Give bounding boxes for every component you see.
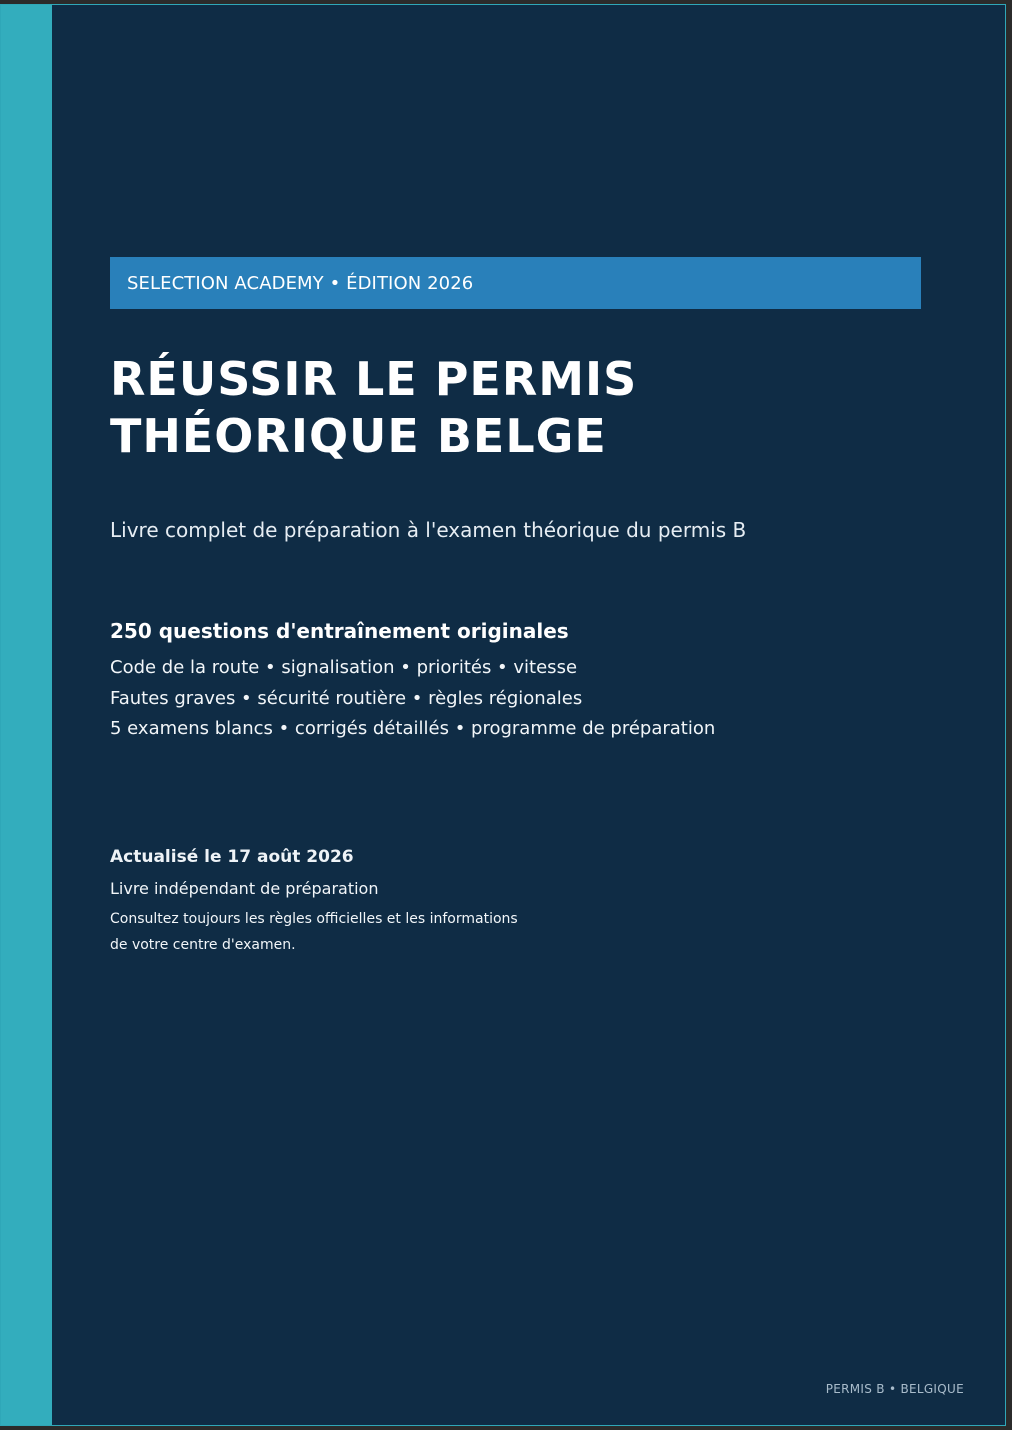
features-block xyxy=(110,617,715,745)
info-block xyxy=(110,845,518,958)
cover-footer: PERMIS B • BELGIQUE xyxy=(825,1382,964,1396)
edition-banner xyxy=(110,257,921,309)
cover-title-line-1: RÉUSSIR LE PERMIS xyxy=(110,352,638,406)
feature-line: Fautes graves • sécurité routière • règles régionales xyxy=(110,687,583,709)
official-rules-note-line-1: Consultez toujours les règles officielles et les informations xyxy=(110,911,518,927)
features-heading: 250 questions d'entraînement originales xyxy=(110,619,569,643)
feature-line: 5 examens blancs • corrigés détaillés • programme de préparation xyxy=(110,718,716,739)
cover-spine-stripe xyxy=(1,5,52,1425)
feature-line: Code de la route • signalisation • priorités • vitesse xyxy=(110,657,578,678)
cover-title xyxy=(110,351,637,465)
cover-subtitle: Livre complet de préparation à l'examen théorique du permis B xyxy=(110,518,747,542)
update-date: Actualisé le 17 août 2026 xyxy=(110,847,354,867)
official-rules-note xyxy=(110,906,518,958)
independent-notice: Livre indépendant de préparation xyxy=(110,879,379,898)
cover-title-line-2: THÉORIQUE BELGE xyxy=(110,409,607,463)
edition-banner-text: SELECTION ACADEMY • ÉDITION 2026 xyxy=(127,272,474,294)
official-rules-note-line-2: de votre centre d'examen. xyxy=(110,937,296,953)
book-cover xyxy=(0,4,1006,1426)
